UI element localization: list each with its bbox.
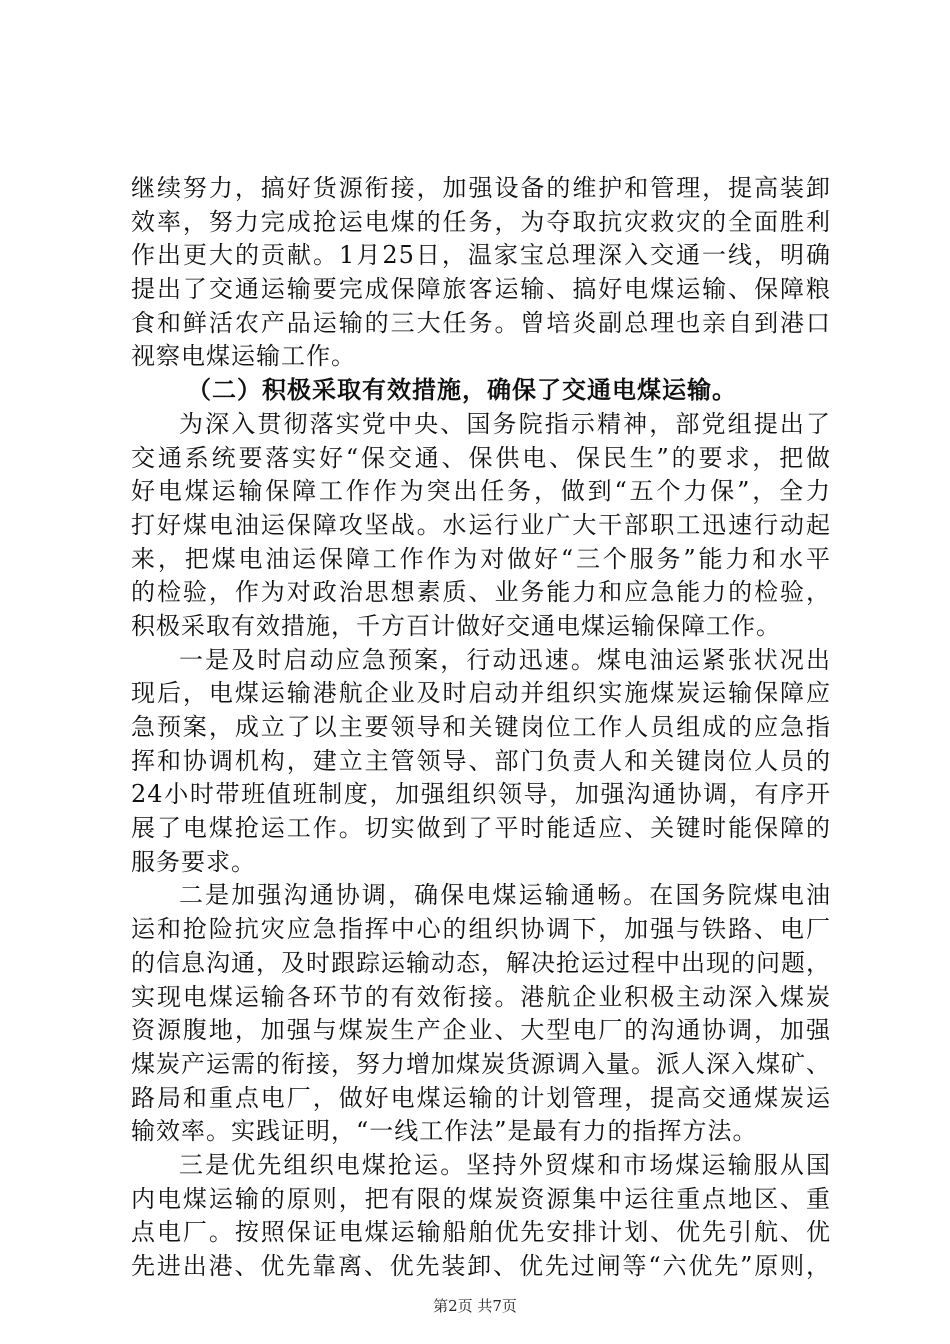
- paragraph-line: 运和抢险抗灾应急指挥中心的组织协调下，加强与铁路、电厂: [131, 915, 831, 944]
- page-number-footer: 第2页 共7页: [433, 1297, 517, 1315]
- document-body: [131, 172, 831, 1284]
- paragraph-line: 展了电煤抢运工作。切实做到了平时能适应、关键时能保障的: [131, 814, 831, 843]
- paragraph-line: 煤炭产运需的衔接，努力增加煤炭货源调入量。派人深入煤矿、: [131, 1049, 831, 1078]
- paragraph-line: 打好煤电油运保障攻坚战。水运行业广大干部职工迅速行动起: [131, 510, 831, 539]
- paragraph-line: 好电煤运输保障工作作为突出任务，做到“五个力保”，全力: [131, 477, 831, 506]
- paragraph-line: 现后，电煤运输港航企业及时启动并组织实施煤炭运输保障应: [131, 679, 831, 708]
- paragraph-line: 为深入贯彻落实党中央、国务院指示精神，部党组提出了: [179, 409, 831, 438]
- paragraph-line: 二是加强沟通协调，确保电煤运输通畅。在国务院煤电油: [179, 881, 831, 910]
- paragraph-line: 先进出港、优先靠离、优先装卸、优先过闸等“六优先”原则，: [131, 1252, 831, 1280]
- paragraph-line: 视察电煤运输工作。: [131, 342, 356, 371]
- paragraph-line: 路局和重点电厂，做好电煤运输的计划管理，提高交通煤炭运: [131, 1083, 831, 1112]
- paragraph-line: 挥和协调机构，建立主管领导、部门负责人和关键岗位人员的: [131, 746, 831, 775]
- paragraph-line: 来，把煤电油运保障工作作为对做好“三个服务”能力和水平: [131, 544, 831, 573]
- paragraph-line: 提出了交通运输要完成保障旅客运输、搞好电煤运输、保障粮: [131, 275, 831, 304]
- paragraph-line: 三是优先组织电煤抢运。坚持外贸煤和市场煤运输服从国: [179, 1150, 831, 1179]
- paragraph-line: 效率，努力完成抢运电煤的任务，为夺取抗灾救灾的全面胜利: [131, 207, 831, 236]
- paragraph-line: 的检验，作为对政治思想素质、业务能力和应急能力的检验，: [131, 578, 831, 607]
- paragraph-line: 内电煤运输的原则，把有限的煤炭资源集中运往重点地区、重: [131, 1184, 831, 1213]
- paragraph-line: 急预案，成立了以主要领导和关键岗位工作人员组成的应急指: [131, 713, 831, 741]
- paragraph-line: 24小时带班值班制度，加强组织领导，加强沟通协调，有序开: [131, 780, 831, 809]
- paragraph-line: 食和鲜活农产品运输的三大任务。曾培炎副总理也亲自到港口: [131, 308, 831, 337]
- paragraph-line: 实现电煤运输各环节的有效衔接。港航企业积极主动深入煤炭: [131, 982, 831, 1011]
- paragraph-line: 资源腹地，加强与煤炭生产企业、大型电厂的沟通协调，加强: [131, 1016, 831, 1045]
- section-heading: （二）积极采取有效措施，确保了交通电煤运输。: [187, 376, 737, 405]
- paragraph-line: 一是及时启动应急预案，行动迅速。煤电油运紧张状况出: [179, 645, 831, 674]
- paragraph-line: 继续努力，搞好货源衔接，加强设备的维护和管理，提高装卸: [131, 174, 831, 202]
- paragraph-line: 积极采取有效措施，千方百计做好交通电煤运输保障工作。: [131, 611, 781, 640]
- paragraph-line: 交通系统要落实好“保交通、保供电、保民生”的要求，把做: [131, 443, 831, 472]
- paragraph-line: 作出更大的贡献。1月25日，温家宝总理深入交通一线，明确: [131, 241, 831, 270]
- paragraph-line: 的信息沟通，及时跟踪运输动态，解决抢运过程中出现的问题，: [131, 948, 831, 977]
- paragraph-line: 服务要求。: [131, 847, 256, 876]
- paragraph-line: 点电厂。按照保证电煤运输船舶优先安排计划、优先引航、优: [131, 1218, 831, 1247]
- paragraph-line: 输效率。实践证明，“一线工作法”是最有力的指挥方法。: [131, 1117, 758, 1146]
